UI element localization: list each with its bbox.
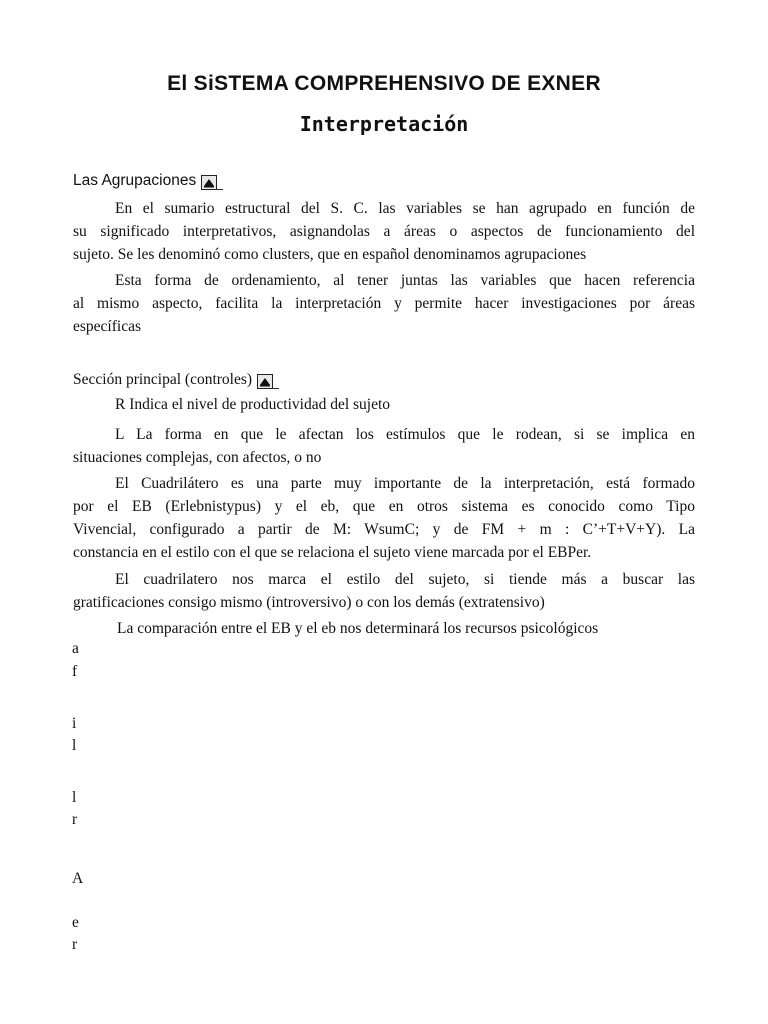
text-line: R Indica el nivel de productividad del sujeto bbox=[115, 396, 391, 413]
truncated-page-area bbox=[0, 638, 768, 1024]
text-line: Esta forma de ordenamiento, al tener juntas las variables que hacen referencia bbox=[115, 272, 695, 289]
paragraph-clusters bbox=[73, 197, 695, 266]
section-heading-controles bbox=[73, 371, 279, 389]
text-fragment: r bbox=[72, 811, 78, 828]
text-line: Vivencial, configurado a partir de M: WsumC; y de FM + m : C’+T+V+Y). La bbox=[73, 521, 695, 538]
truncated-text-line: La comparación entre el EB y el eb nos determinará los recursos psicológicos bbox=[117, 620, 599, 637]
text-fragment: r bbox=[72, 936, 78, 953]
paragraph-cuadrilatero bbox=[73, 472, 695, 564]
heading-link-underline bbox=[217, 175, 223, 190]
text-line: En el sumario estructural del S. C. las variables se han agrupado en función de bbox=[115, 200, 695, 217]
section-heading-agrupaciones bbox=[73, 172, 223, 190]
text-line: su significado interpretativos, asignandolas a áreas o aspectos de funcionamiento del bbox=[73, 223, 695, 240]
text-line: constancia en el estilo con el que se relaciona el sujeto viene marcada por el EBPer. bbox=[73, 544, 592, 561]
section-heading-label: Sección principal (controles) bbox=[73, 371, 253, 388]
text-line: por el EB (Erlebnistypus) y el eb, que en otros sistema es conocido como Tipo bbox=[73, 498, 695, 515]
paragraph-l bbox=[73, 423, 695, 469]
heading-link-underline bbox=[273, 374, 279, 389]
text-fragment: l bbox=[72, 789, 77, 806]
section-heading-label: Las Agrupaciones bbox=[73, 172, 197, 189]
text-line: sujeto. Se les denominó como clusters, que en español denominamos agrupaciones bbox=[73, 246, 587, 263]
text-fragment: e bbox=[72, 914, 79, 931]
text-line: El Cuadrilátero es una parte muy importante de la interpretación, está formado bbox=[115, 475, 695, 492]
text-line: al mismo aspecto, facilita la interpretación y permite hacer investigaciones por áreas bbox=[73, 295, 695, 312]
go-top-arrow-icon[interactable] bbox=[201, 175, 217, 190]
paragraph-r bbox=[73, 393, 695, 416]
text-line: específicas bbox=[73, 318, 141, 335]
document-title: El SiSTEMA COMPREHENSIVO DE EXNER bbox=[167, 72, 601, 95]
text-fragment: i bbox=[72, 715, 77, 732]
paragraph-ordenamiento bbox=[73, 269, 695, 338]
text-fragment: l bbox=[72, 737, 77, 754]
document-subtitle: Interpretación bbox=[299, 112, 469, 136]
text-fragment: A bbox=[72, 870, 84, 887]
text-fragment: f bbox=[72, 663, 78, 680]
paragraph-estilo bbox=[73, 568, 695, 614]
text-line: gratificaciones consigo mismo (introversivo) o con los demás (extratensivo) bbox=[73, 594, 545, 611]
text-line: situaciones complejas, con afectos, o no bbox=[73, 449, 322, 466]
go-top-arrow-icon[interactable] bbox=[257, 374, 273, 389]
text-line: El cuadrilatero nos marca el estilo del sujeto, si tiende más a buscar las bbox=[115, 571, 695, 588]
text-line: L La forma en que le afectan los estímulos que le rodean, si se implica en bbox=[115, 426, 695, 443]
text-fragment: a bbox=[72, 640, 79, 657]
